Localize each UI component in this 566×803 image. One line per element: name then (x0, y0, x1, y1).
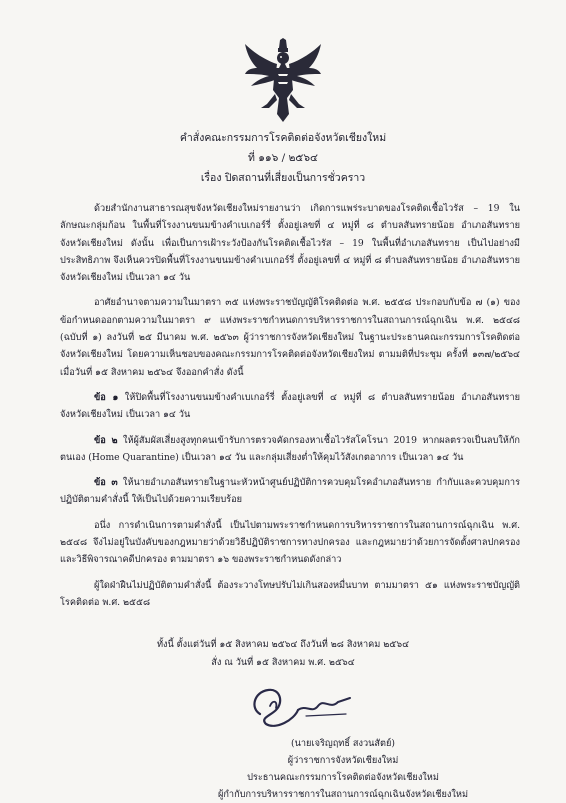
paragraph-penalty: ผู้ใดฝ่าฝืนไม่ปฏิบัติตามคำสั่งนี้ ต้องระวางโทษปรับไม่เกินสองหมื่นบาท ตามมาตรา ๕๑ แห่งพระราชบัญญัติโรคติดต่อ พ.ศ. ๒๕๕๘ (60, 579, 520, 608)
signer-position-governor: ผู้ว่าราชการจังหวัดเชียงใหม่ (287, 755, 399, 766)
dateline (0, 636, 566, 672)
clause-1: ข้อ ๑ ให้ปิดพื้นที่โรงงานขนมข้างคำเบเกอร์รี่ ตั้งอยู่เลขที่ ๔ หมู่ที่ ๘ ตำบลสันทรายน้อย อำเภอสันทราย จังหวัดเชียงใหม่ เป็นเวลา ๑๔ วัน (60, 391, 520, 421)
signer-position-emergency: ผู้กำกับการบริหารราชการในสถานการณ์ฉุกเฉินจังหวัดเชียงใหม่ (217, 789, 468, 800)
document-header (0, 128, 566, 188)
paragraph-background: ด้วยสำนักงานสาธารณสุขจังหวัดเชียงใหม่รายงานว่า เกิดการแพร่ระบาดของโรคติดเชื้อไวรัส – 19 ในลักษณะกลุ่มก้อน ในพื้นที่โรงงานขนมข้างคำเบเกอร์รี่ ตั้งอยู่เลขที่ ๔ หมู่ที่ ๘ ตำบลสันทรายน้อย อำเภอสันทราย จังหวัดเชียงใหม่ ดังนั้น เพื่อเป็นการเฝ้าระวังป้องกันโรคติดเชื้อไวรัส – 19 ในพื้นที่อำเภอสันทราย เป็นไปอย่างมีประสิทธิภาพ จึงเห็นควรปิดพื้นที่โรงงานขนมข้างคำเบเกอร์รี่ ตั้งอยู่เลขที่ ๔ หมู่ที่ ๘ ตำบลสันทรายน้อย อำเภอสันทราย จังหวัดเชียงใหม่ เป็นเวลา ๑๔ วัน (60, 203, 520, 284)
order-number: ที่ ๑๑๖ / ๒๕๖๔ (248, 152, 318, 164)
signer-block (0, 735, 566, 803)
order-date: สั่ง ณ วันที่ ๑๕ สิงหาคม พ.ศ. ๒๕๖๔ (211, 657, 355, 668)
document-body (60, 200, 520, 619)
signer-position-chair: ประธานคณะกรรมการโรคติดต่อจังหวัดเชียงใหม่ (247, 772, 439, 783)
order-subject: เรื่อง ปิดสถานที่เสี่ยงเป็นการชั่วคราว (200, 172, 366, 184)
clause-2: ข้อ ๒ ให้ผู้สัมผัสเสี่ยงสูงทุกคนเข้ารับการตรวจคัดกรองหาเชื้อไวรัสโคโรนา 2019 หากผลตรวจเป็นลบให้กักตนเอง (Home Quarantine) เป็นเวลา ๑๔ วัน และกลุ่มเสี่ยงต่ำให้คุมไว้สังเกตอาการ เป็นเวลา ๑๔ วัน (60, 434, 520, 463)
paragraph-authority: อาศัยอำนาจตามความในมาตรา ๓๕ แห่งพระราชบัญญัติโรคติดต่อ พ.ศ. ๒๕๕๘ ประกอบกับข้อ ๗ (๑) ของข้อกำหนดออกตามความในมาตรา ๙ แห่งพระราชกำหนดการบริหารราชการในสถานการณ์ฉุกเฉิน พ.ศ. ๒๕๔๘ (ฉบับที่ ๑) ลงวันที่ ๒๕ มีนาคม พ.ศ. ๒๕๖๓ ผู้ว่าราชการจังหวัดเชียงใหม่ ในฐานะประธานคณะกรรมการโรคติดต่อจังหวัดเชียงใหม่ โดยความเห็นชอบของคณะกรรมการโรคติดต่อจังหวัดเชียงใหม่ ตามมติที่ประชุม ครั้งที่ ๑๓๗/๒๕๖๔ เมื่อวันที่ ๑๕ สิงหาคม ๒๕๖๔ จึงออกคำสั่ง ดังนี้ (60, 297, 520, 378)
effective-period: ทั้งนี้ ตั้งแต่วันที่ ๑๕ สิงหาคม ๒๕๖๔ ถึงวันที่ ๒๘ สิงหาคม ๒๕๖๔ (156, 639, 410, 650)
order-title: คำสั่งคณะกรรมการโรคติดต่อจังหวัดเชียงใหม่ (179, 132, 387, 144)
clause-3: ข้อ ๓ ให้นายอำเภอสันทรายในฐานะหัวหน้าศูนย์ปฏิบัติการควบคุมโรคอำเภอสันทราย กำกับและควบคุมการปฏิบัติตามคำสั่งนี้ ให้เป็นไปด้วยความเรียบร้อย (60, 477, 521, 506)
garuda-emblem-icon (243, 38, 323, 122)
paragraph-legal-note: อนึ่ง การดำเนินการตามคำสั่งนี้ เป็นไปตามพระราชกำหนดการบริหารราชการในสถานการณ์ฉุกเฉิน พ.ศ. ๒๕๔๘ จึงไม่อยู่ในบังคับของกฎหมายว่าด้วยวิธีปฏิบัติราชการทางปกครอง และกฎหมายว่าด้วยการจัดตั้งศาลปกครองและวิธีพิจารณาคดีปกครอง ตามมาตรา ๑๖ ของพระราชกำหนดดังกล่าว (60, 519, 520, 566)
handwritten-signature (246, 680, 356, 734)
signer-name: (นายเจริญฤทธิ์ สงวนสัตย์) (291, 738, 395, 749)
